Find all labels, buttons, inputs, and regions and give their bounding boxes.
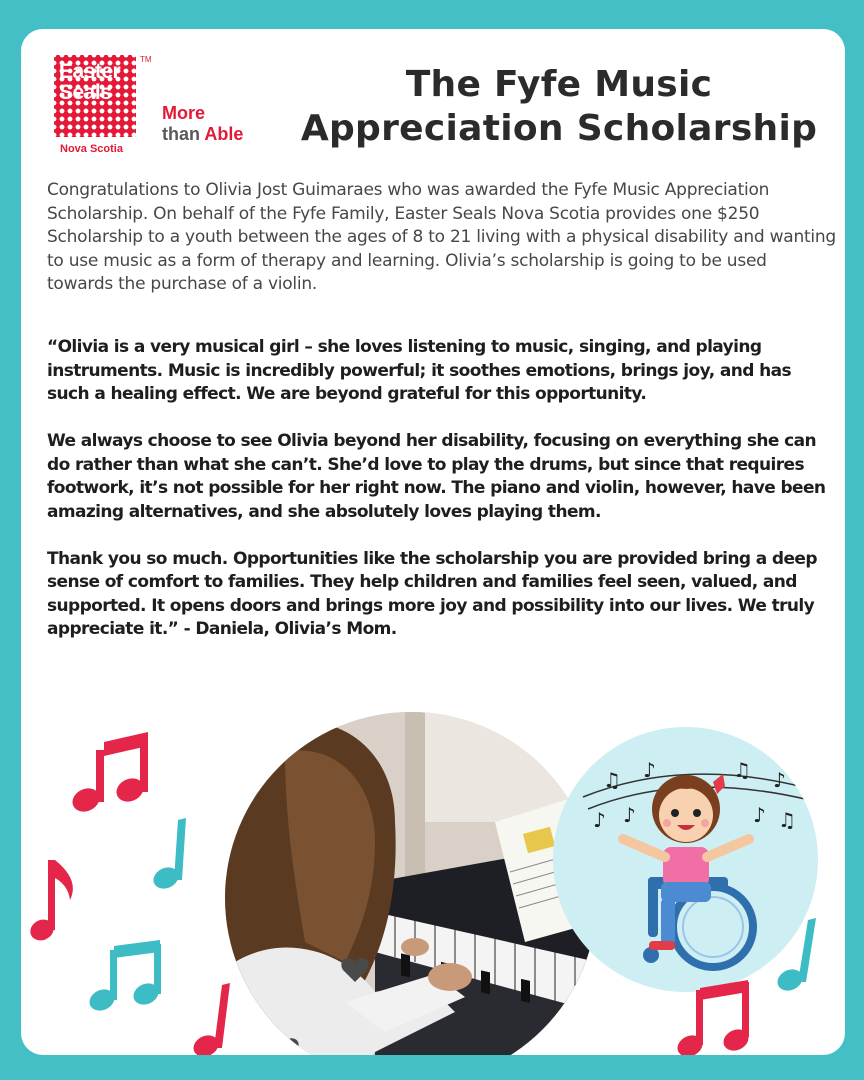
testimonial-quote xyxy=(47,336,837,665)
cartoon-girl-wheelchair xyxy=(553,727,818,992)
quote-paragraph-1: “Olivia is a very musical girl – she loves listening to music, singing, and playing instruments. Music is incredibly powerful; it soothes emotions, brings joy, and has such a healing effect. We are beyond grateful for this opportunity. xyxy=(47,337,792,404)
quote-paragraph-2: We always choose to see Olivia beyond her disability, focusing on everything she can do rather than what she can’t. She’d love to play the drums, but since that requires footwork, it’s not possible for her right now. The piano and violin, however, have been amazing alternatives, and she absolutely loves playing them. xyxy=(47,431,826,522)
svg-text:♫: ♫ xyxy=(733,758,751,782)
red-double-note-icon xyxy=(69,732,148,816)
red-note-icon xyxy=(27,860,73,944)
svg-text:♪: ♪ xyxy=(623,803,636,827)
teal-note-icon xyxy=(150,818,186,893)
page-title: The Fyfe Music Appreciation Scholarship xyxy=(300,64,818,149)
svg-text:♪: ♪ xyxy=(773,768,786,792)
logo-tagline: More than Able xyxy=(162,103,244,144)
svg-text:♫: ♫ xyxy=(603,768,621,792)
logo-brand-name: Easter Seals xyxy=(59,60,121,104)
intro-paragraph: Congratulations to Olivia Jost Guimaraes who was awarded the Fyfe Music Appreciation Scholarship. On behalf of the Fyfe Family, Easter Seals Nova Scotia provides one $250 Scholarship to a youth between the ages of 8 to 21 living with a physical disability and wanting to use music as a form of therapy and learning. Olivia’s scholarship is going to be used towards the purchase of a violin. xyxy=(47,180,836,294)
logo-region: Nova Scotia xyxy=(60,143,123,155)
svg-text:♪: ♪ xyxy=(753,803,766,827)
trademark-mark: TM xyxy=(140,55,152,64)
quote-paragraph-3: Thank you so much. Opportunities like the scholarship you are provided bring a deep sense of comfort to families. They help children and families feel seen, valued, and supported. It opens doors and brings more joy and possibility into our lives. We truly appreciate it.” - Daniela, Olivia’s Mom. xyxy=(47,548,817,639)
easter-seals-logo xyxy=(54,55,254,165)
content-card xyxy=(21,29,845,1055)
svg-text:♪: ♪ xyxy=(643,758,656,782)
svg-text:♫: ♫ xyxy=(778,808,796,832)
piano-photo xyxy=(225,712,597,1055)
svg-text:♪: ♪ xyxy=(593,808,606,832)
teal-double-note-icon xyxy=(86,940,162,1015)
red-note-bottom-icon xyxy=(190,983,230,1055)
